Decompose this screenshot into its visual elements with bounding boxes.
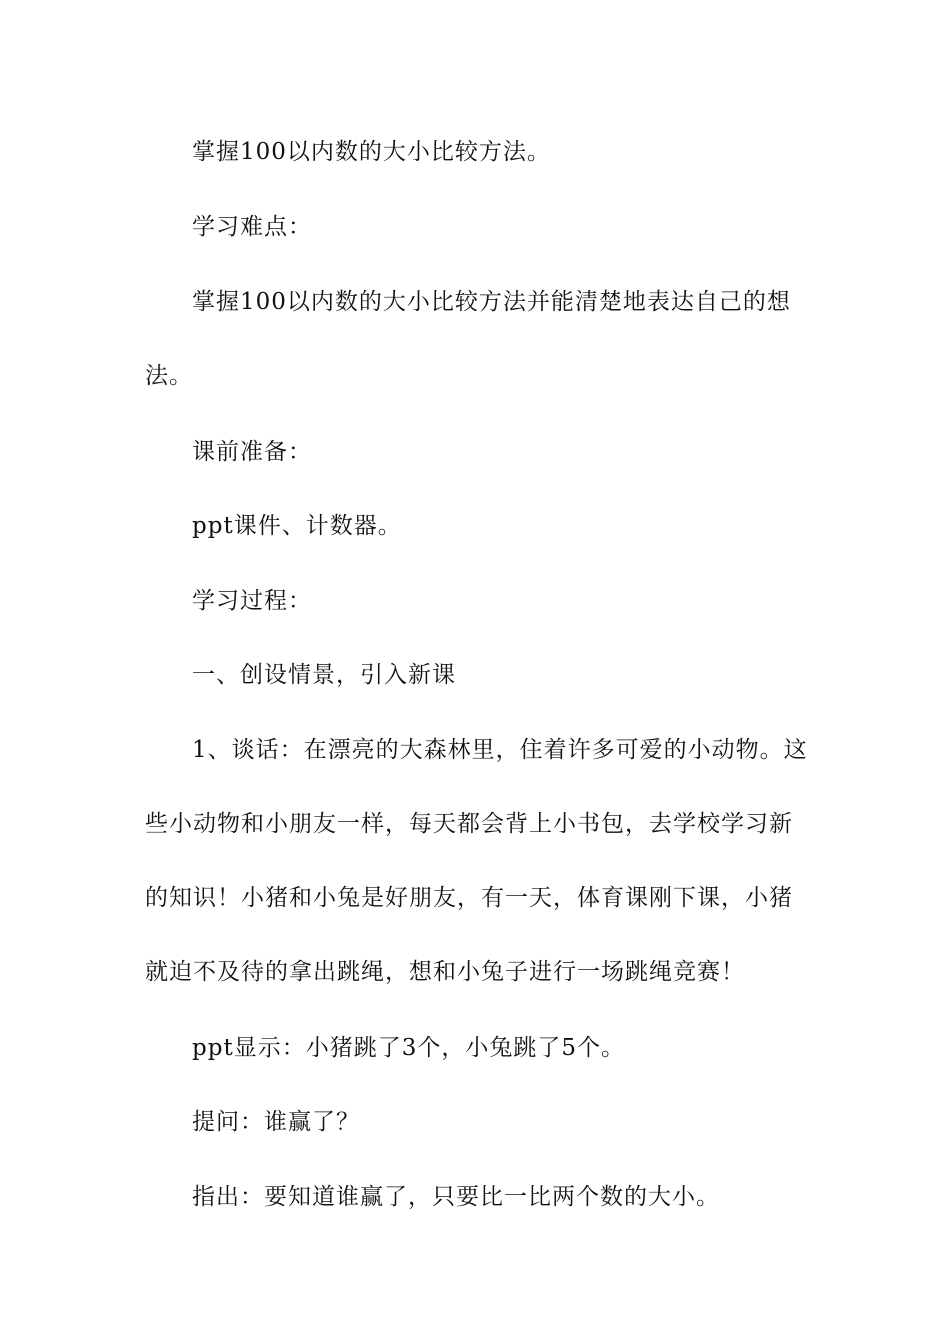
paragraph-9: ppt显示：小猪跳了3个，小兔跳了5个。 — [192, 1035, 625, 1061]
heading-preparation: 课前准备： — [192, 439, 312, 465]
paragraph-1: 掌握100以内数的大小比较方法。 — [192, 139, 551, 165]
paragraph-5: ppt课件、计数器。 — [192, 513, 402, 539]
paragraph-8: 1、谈话：在漂亮的大森林里，住着许多可爱的小动物。这些小动物和小朋友一样，每天都会背上小书包，去学校学习新的知识！小猪和小兔是好朋友，有一天，体育课刚下课，小猪就迫不及待的拿出跳绳，想和小兔子进行一场跳绳竞赛！ — [145, 737, 808, 985]
paragraph-10: 提问：谁赢了？ — [192, 1109, 360, 1135]
heading-learning-process: 学习过程： — [192, 588, 312, 614]
section-heading-1: 一、创设情景，引入新课 — [192, 662, 456, 688]
paragraph-3: 掌握100以内数的大小比较方法并能清楚地表达自己的想法。 — [145, 289, 791, 389]
heading-learning-difficulty: 学习难点： — [192, 214, 312, 240]
paragraph-11: 指出：要知道谁赢了，只要比一比两个数的大小。 — [192, 1184, 720, 1210]
